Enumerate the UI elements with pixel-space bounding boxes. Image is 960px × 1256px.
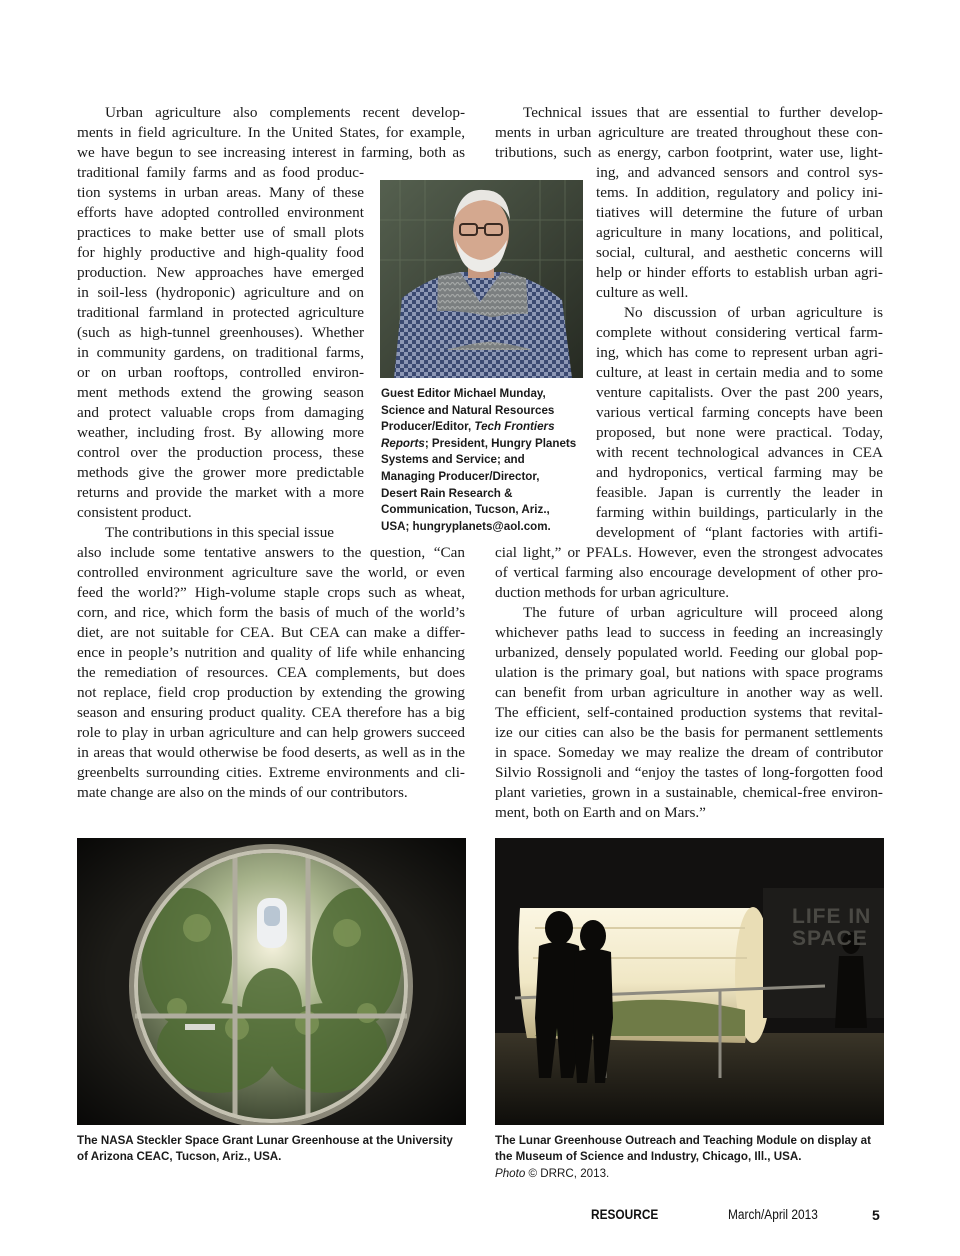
text-line: feasible. Japan is currently the leader in bbox=[596, 484, 883, 501]
text-line: or on urban rooftops, controlled environ- bbox=[77, 364, 364, 381]
caption-line: Managing Producer/Director, bbox=[381, 469, 540, 483]
text-line: venture capitalists. Over the past 200 years, bbox=[596, 384, 883, 401]
caption-text: ; President, Hungry Planets bbox=[424, 436, 577, 450]
text-line: Technical issues that are essential to further develop- bbox=[523, 104, 883, 121]
exhibit-sign-line: SPACE bbox=[792, 927, 868, 950]
text-line: practices to make better use of small plots bbox=[77, 224, 364, 241]
text-line: ments in field agriculture. In the United States, for example, bbox=[77, 124, 465, 141]
page-number: 5 bbox=[872, 1207, 880, 1223]
text-line: cial light,” or PFALs. However, even the strongest advocates bbox=[495, 544, 883, 561]
caption-line: USA; hungryplanets@aol.com. bbox=[381, 519, 551, 533]
text-line: in areas that would otherwise be food deserts, as well as in the bbox=[77, 744, 465, 761]
text-line: greenbelts surrounding cities. Extreme environments and cli- bbox=[77, 764, 465, 781]
text-line: can benefit from urban agriculture in another way as well. bbox=[495, 684, 883, 701]
photo-credit-label: Photo bbox=[495, 1166, 526, 1180]
caption-line: Science and Natural Resources bbox=[381, 403, 555, 417]
text-line: returns and provide the market with a more bbox=[77, 484, 364, 501]
text-line: mate change are also on the minds of our contributors. bbox=[77, 784, 408, 801]
text-line: of vertical farming also encourage development of other pro- bbox=[495, 564, 883, 581]
exhibit-caption bbox=[495, 1133, 890, 1182]
portrait-illustration bbox=[380, 180, 583, 378]
text-line: weather, including frost. By allowing more bbox=[77, 424, 364, 441]
museum-exhibit-photo bbox=[495, 838, 884, 1125]
caption-line: Desert Rain Research & bbox=[381, 486, 513, 500]
text-line: efforts have adopted controlled environment bbox=[77, 204, 364, 221]
text-line: tems. In addition, regulatory and policy ini- bbox=[596, 184, 883, 201]
text-line: ment methods extend the growing season bbox=[77, 384, 364, 401]
text-line: not replace, field crop production by extending the growing bbox=[77, 684, 465, 701]
text-line: agriculture in many locations, and political, bbox=[596, 224, 883, 241]
text-line: with recent technological advances in CEA bbox=[596, 444, 883, 461]
text-line: farming within buildings, particularly in the bbox=[596, 504, 883, 521]
text-line: ments in urban agriculture are treated throughout these con- bbox=[495, 124, 883, 141]
magazine-name: RESOURCE bbox=[591, 1207, 659, 1222]
text-line: The efficient, self-contained production systems that revital- bbox=[495, 704, 883, 721]
text-line: Urban agriculture also complements recent develop- bbox=[105, 104, 465, 121]
caption-line: The Lunar Greenhouse Outreach and Teaching Module on display at bbox=[495, 1134, 871, 1147]
text-line: tributions, such as energy, carbon footprint, water use, light- bbox=[495, 144, 883, 161]
text-line: diet, are not suitable for CEA. But CEA can make a differ- bbox=[77, 624, 465, 641]
text-line: ulation is the primary goal, but nations with space programs bbox=[495, 664, 883, 681]
text-line: proposed, but none were practical. Today, bbox=[596, 424, 883, 441]
text-line: in soil-less (hydroponic) agriculture and on bbox=[77, 284, 364, 301]
text-line: the remediation of resources. CEA complements, but does bbox=[77, 664, 465, 681]
text-line: consistent product. bbox=[77, 504, 192, 521]
text-line: (such as high-tunnel greenhouses). Whether bbox=[77, 324, 364, 341]
text-line: ment, both on Earth and on Mars.” bbox=[495, 804, 706, 821]
text-line: culture, at least in certain media and to some bbox=[596, 364, 883, 381]
lunar-greenhouse-photo bbox=[77, 838, 466, 1125]
text-line: ing, which has come to represent urban agri- bbox=[596, 344, 883, 361]
text-line: help or hinder efforts to establish urban agri- bbox=[596, 264, 883, 281]
text-line: tiatives will determine the future of urban bbox=[596, 204, 883, 221]
text-line: methods give the grower more predictable bbox=[77, 464, 364, 481]
text-line: feed the world?” High-volume staple crops such as wheat, bbox=[77, 584, 465, 601]
greenhouse-porthole-illustration bbox=[77, 838, 466, 1125]
exhibit-sign bbox=[792, 906, 871, 950]
photo-credit bbox=[495, 1166, 890, 1182]
caption-line: the Museum of Science and Industry, Chicago, Ill., USA. bbox=[495, 1150, 802, 1164]
exhibit-illustration bbox=[495, 838, 884, 1125]
text-line: social, cultural, and aesthetic concerns will bbox=[596, 244, 883, 261]
text-line: The future of urban agriculture will proceed along bbox=[523, 604, 883, 621]
text-line: for highly productive and high-quality food bbox=[77, 244, 364, 261]
portrait-caption bbox=[381, 386, 581, 535]
text-line: urbanized, densely populated world. Feeding our global pop- bbox=[495, 644, 883, 661]
text-line: various vertical farming concepts have been bbox=[596, 404, 883, 421]
wrapped-text-block bbox=[77, 163, 364, 543]
caption-text: Producer/Editor, bbox=[381, 420, 475, 434]
caption-line: Guest Editor Michael Munday, bbox=[381, 387, 546, 400]
caption-line: of Arizona CEAC, Tucson, Ariz., USA. bbox=[77, 1150, 282, 1164]
text-line: The contributions in this special issue bbox=[105, 524, 335, 541]
text-line: in community gardens, on traditional farms, bbox=[77, 344, 364, 361]
text-line: we have begun to see increasing interest in farming, both as bbox=[77, 144, 465, 161]
text-line: plant varieties, grown in a sustainable, chemical-free environ- bbox=[495, 784, 883, 801]
text-line: corn, and rice, which form the basis of much of the world’s bbox=[77, 604, 465, 621]
caption-line: Systems and Service; and bbox=[381, 453, 525, 467]
text-line: ize our cities can also be the basis for permanent settlements bbox=[495, 724, 883, 741]
caption-line bbox=[381, 436, 581, 453]
greenhouse-caption bbox=[77, 1133, 472, 1166]
text-line: production. New approaches have emerged bbox=[77, 264, 364, 281]
text-line: complete without considering vertical farm- bbox=[596, 324, 883, 341]
text-line: ence in people’s nutrition and quality of life while enhancing bbox=[77, 644, 465, 661]
guest-editor-portrait bbox=[380, 180, 583, 378]
text-line: Silvio Rossignoli and “enjoy the tastes of long-forgotten food bbox=[495, 764, 883, 781]
issue-date: March/April 2013 bbox=[728, 1207, 818, 1222]
text-line: development of “plant factories with artifi- bbox=[596, 524, 883, 541]
text-line: season and ensuring product quality. CEA therefore has a big bbox=[77, 704, 465, 721]
text-line: control over the production process, these bbox=[77, 444, 364, 461]
caption-line: The NASA Steckler Space Grant Lunar Greenhouse at the University bbox=[77, 1134, 453, 1147]
publication-title: Reports bbox=[381, 436, 425, 450]
text-line: role to play in urban agriculture and can help growers succeed bbox=[77, 724, 465, 741]
text-line: whichever paths lead to success in feeding an increasingly bbox=[495, 624, 883, 641]
text-line: traditional family farms and as food produc- bbox=[77, 164, 364, 181]
text-line: controlled environment agriculture save the world, or even bbox=[77, 564, 465, 581]
text-line: No discussion of urban agriculture is bbox=[624, 304, 883, 321]
text-line: culture as well. bbox=[596, 284, 689, 301]
text-line: also include some tentative answers to the question, “Can bbox=[77, 544, 465, 561]
text-line: tion systems in urban areas. Many of these bbox=[77, 184, 364, 201]
text-line: duction methods for urban agriculture. bbox=[495, 584, 730, 601]
text-line: traditional farmland in protected agriculture bbox=[77, 304, 364, 321]
caption-line: Communication, Tucson, Ariz., bbox=[381, 503, 550, 517]
text-line: ing, and advanced sensors and control sys- bbox=[596, 164, 883, 181]
text-line: in space. Someday we may realize the dream of contributor bbox=[495, 744, 883, 761]
text-line: and protect valuable crops from damaging bbox=[77, 404, 364, 421]
caption-line bbox=[381, 419, 581, 436]
text-line: and hydroponics, vertical farming may be bbox=[596, 464, 883, 481]
wrapped-text-block bbox=[596, 163, 883, 543]
exhibit-sign-line: LIFE IN bbox=[792, 905, 872, 928]
photo-credit-text: © DRRC, 2013. bbox=[525, 1166, 610, 1180]
publication-title: Tech Frontiers bbox=[474, 420, 555, 434]
